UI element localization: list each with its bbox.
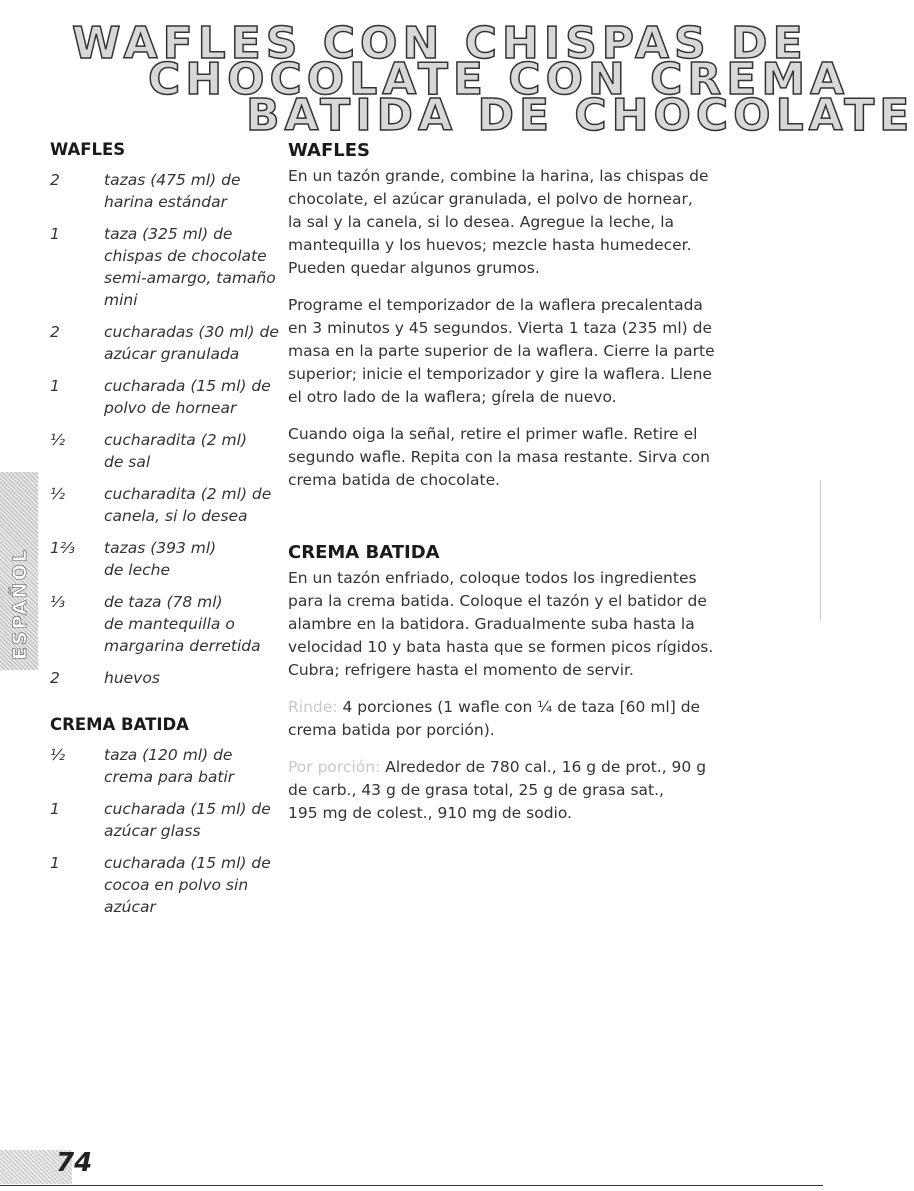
ingredient-text-line: azúcar granulada bbox=[104, 345, 240, 363]
ingredient-text-line: chispas de chocolate bbox=[104, 247, 267, 265]
ingredients-column bbox=[50, 140, 285, 918]
ingredient-text-line: tazas (475 ml) de bbox=[104, 171, 241, 189]
nutrition-line: de carb., 43 g de grasa total, 25 g de grasa sat., bbox=[288, 781, 664, 799]
right-edge-mark bbox=[820, 480, 821, 620]
ingredient-item bbox=[50, 321, 285, 365]
ingredient-text-line: huevos bbox=[104, 669, 160, 687]
ingredient-text bbox=[104, 375, 285, 419]
ingredient-quantity: 1 bbox=[50, 800, 60, 818]
direction-line: chocolate, el azúcar granulada, el polvo de hornear, bbox=[288, 190, 693, 208]
direction-line: la sal y la canela, si lo desea. Agregue la leche, la bbox=[288, 213, 675, 231]
direction-line: segundo wafle. Repita con la masa restante. Sirva con bbox=[288, 448, 710, 466]
recipe-title-line-1: WAFLES CON CHISPAS DE bbox=[72, 18, 808, 69]
ingredient-text-line: cucharadita (2 ml) bbox=[104, 431, 247, 449]
ingredient-text-line: de mantequilla o bbox=[104, 615, 235, 633]
ingredient-item bbox=[50, 375, 285, 419]
ingredient-text-line: de taza (78 ml) bbox=[104, 593, 223, 611]
ingredient-quantity: ½ bbox=[50, 746, 66, 764]
ingredient-text-line: azúcar bbox=[104, 898, 156, 916]
direction-line: En un tazón enfriado, coloque todos los ingredientes bbox=[288, 569, 697, 587]
ingredient-section-heading: CREMA BATIDA bbox=[50, 715, 189, 734]
direction-line: para la crema batida. Coloque el tazón y el batidor de bbox=[288, 592, 707, 610]
ingredient-section bbox=[50, 140, 285, 689]
direction-line: velocidad 10 y bata hasta que se formen picos rígidos. bbox=[288, 638, 714, 656]
ingredient-text bbox=[104, 429, 285, 473]
ingredient-item bbox=[50, 667, 285, 689]
ingredient-item bbox=[50, 429, 285, 473]
ingredient-text-line: semi-amargo, tamaño bbox=[104, 269, 276, 287]
ingredient-list bbox=[50, 169, 285, 689]
ingredient-quantity: 1 bbox=[50, 225, 60, 243]
ingredient-text bbox=[104, 321, 285, 365]
ingredient-text-line: de sal bbox=[104, 453, 151, 471]
page-number: 74 bbox=[56, 1148, 93, 1178]
ingredient-item bbox=[50, 852, 285, 918]
direction-line: Cuando oiga la señal, retire el primer wafle. Retire el bbox=[288, 425, 698, 443]
ingredient-text-line: cucharada (15 ml) de bbox=[104, 854, 271, 872]
direction-line: Pueden quedar algunos grumos. bbox=[288, 259, 540, 277]
ingredient-section-heading: WAFLES bbox=[50, 140, 126, 159]
direction-line: superior; inicie el temporizador y gire la waflera. Llene bbox=[288, 365, 712, 383]
yield-line: crema batida por porción). bbox=[288, 721, 495, 739]
ingredient-item bbox=[50, 537, 285, 581]
ingredient-text-line: de leche bbox=[104, 561, 171, 579]
direction-line: alambre en la batidora. Gradualmente suba hasta la bbox=[288, 615, 695, 633]
ingredient-text bbox=[104, 852, 285, 918]
ingredient-text bbox=[104, 169, 285, 213]
yield-label: Rinde: bbox=[288, 698, 338, 716]
ingredient-quantity: ½ bbox=[50, 431, 66, 449]
direction-line: En un tazón grande, combine la harina, las chispas de bbox=[288, 167, 709, 185]
nutrition-line: 195 mg de colest., 910 mg de sodio. bbox=[288, 804, 572, 822]
directions-column bbox=[288, 140, 758, 839]
ingredient-text-line: tazas (393 ml) bbox=[104, 539, 217, 557]
ingredient-item bbox=[50, 744, 285, 788]
direction-line: Programe el temporizador de la waflera precalentada bbox=[288, 296, 703, 314]
ingredient-text-line: taza (325 ml) de bbox=[104, 225, 233, 243]
direction-paragraph bbox=[288, 165, 758, 280]
ingredient-text bbox=[104, 483, 285, 527]
yield-line bbox=[288, 696, 758, 719]
language-side-tab bbox=[0, 472, 38, 670]
ingredient-item bbox=[50, 798, 285, 842]
ingredient-text-line: cucharada (15 ml) de bbox=[104, 800, 271, 818]
ingredient-text-line: cucharadas (30 ml) de bbox=[104, 323, 279, 341]
nutrition-text: Alrededor de 780 cal., 16 g de prot., 90 g bbox=[385, 758, 707, 776]
direction-section bbox=[288, 542, 758, 825]
ingredient-text-line: harina estándar bbox=[104, 193, 227, 211]
direction-line: masa en la parte superior de la waflera. Cierre la parte bbox=[288, 342, 715, 360]
ingredient-text-line: cocoa en polvo sin bbox=[104, 876, 249, 894]
ingredient-quantity: 1⅔ bbox=[50, 539, 75, 557]
ingredient-list bbox=[50, 744, 285, 918]
ingredient-text-line: taza (120 ml) de bbox=[104, 746, 233, 764]
direction-section bbox=[288, 140, 758, 492]
bottom-rule bbox=[0, 1185, 823, 1186]
ingredient-item bbox=[50, 591, 285, 657]
nutrition-info bbox=[288, 756, 758, 825]
nutrition-line bbox=[288, 756, 758, 779]
ingredient-text bbox=[104, 744, 285, 788]
yield-info bbox=[288, 696, 758, 742]
ingredient-text bbox=[104, 223, 285, 311]
ingredient-text-line: polvo de hornear bbox=[104, 399, 237, 417]
ingredient-text bbox=[104, 591, 285, 657]
direction-paragraph bbox=[288, 294, 758, 409]
ingredient-text-line: margarina derretida bbox=[104, 637, 261, 655]
direction-line: crema batida de chocolate. bbox=[288, 471, 501, 489]
direction-line: Cubra; refrigere hasta el momento de servir. bbox=[288, 661, 634, 679]
ingredient-text-line: azúcar glass bbox=[104, 822, 201, 840]
direction-section-heading: CREMA BATIDA bbox=[288, 542, 440, 563]
ingredient-text-line: cucharadita (2 ml) de bbox=[104, 485, 272, 503]
ingredient-text-line: mini bbox=[104, 291, 138, 309]
ingredient-quantity: 1 bbox=[50, 377, 60, 395]
nutrition-label: Por porción: bbox=[288, 758, 381, 776]
ingredient-text-line: canela, si lo desea bbox=[104, 507, 248, 525]
ingredient-text bbox=[104, 537, 285, 581]
ingredient-quantity: ½ bbox=[50, 485, 66, 503]
ingredient-quantity: 2 bbox=[50, 669, 60, 687]
ingredient-quantity: ⅓ bbox=[50, 593, 66, 611]
recipe-title-line-3: BATIDA DE CHOCOLATE bbox=[246, 90, 914, 141]
direction-section-heading: WAFLES bbox=[288, 140, 371, 161]
ingredient-text bbox=[104, 667, 285, 689]
ingredient-quantity: 1 bbox=[50, 854, 60, 872]
ingredient-item bbox=[50, 483, 285, 527]
ingredient-quantity: 2 bbox=[50, 323, 60, 341]
ingredient-text-line: cucharada (15 ml) de bbox=[104, 377, 271, 395]
ingredient-text bbox=[104, 798, 285, 842]
ingredient-quantity: 2 bbox=[50, 171, 60, 189]
direction-line: el otro lado de la waflera; gírela de nuevo. bbox=[288, 388, 617, 406]
direction-line: en 3 minutos y 45 segundos. Vierta 1 taza (235 ml) de bbox=[288, 319, 713, 337]
language-tab-label: ESPAÑOL bbox=[9, 548, 31, 660]
direction-paragraph bbox=[288, 567, 758, 682]
recipe-title-line-2: CHOCOLATE CON CREMA bbox=[148, 54, 850, 105]
direction-paragraph bbox=[288, 423, 758, 492]
yield-text: 4 porciones (1 wafle con ¼ de taza [60 ml] de bbox=[342, 698, 701, 716]
direction-line: mantequilla y los huevos; mezcle hasta humedecer. bbox=[288, 236, 692, 254]
ingredient-item bbox=[50, 223, 285, 311]
ingredient-section bbox=[50, 715, 285, 918]
ingredient-text-line: crema para batir bbox=[104, 768, 235, 786]
ingredient-item bbox=[50, 169, 285, 213]
